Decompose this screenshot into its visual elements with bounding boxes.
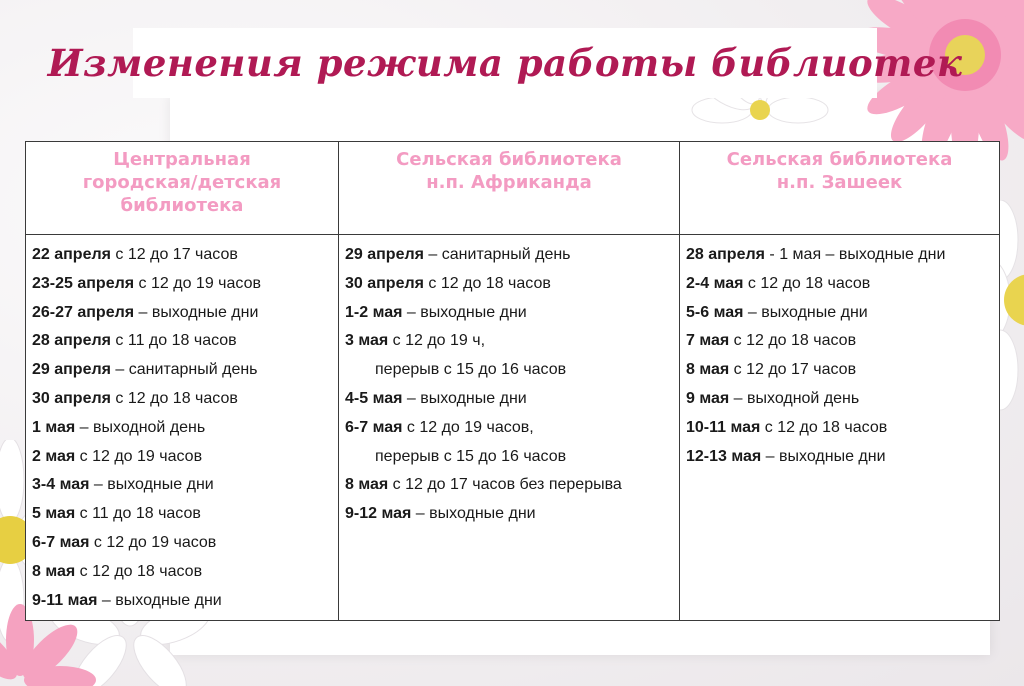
entry-text: с 12 до 19 часов, <box>402 418 534 436</box>
entry-date: 30 апреля <box>345 274 424 292</box>
entry-text: с 12 до 17 часов <box>110 246 238 263</box>
entry-text: – санитарный день <box>423 246 571 263</box>
entry-date: 4-5 мая <box>345 389 403 407</box>
schedule-entry-continuation <box>345 443 673 472</box>
table-row <box>26 235 1000 621</box>
entry-date: 6-7 мая <box>32 533 90 551</box>
entry-date: 8 мая <box>686 361 730 379</box>
entry-date: 5 мая <box>32 505 76 523</box>
entry-text: с 12 до 18 часов <box>729 332 857 350</box>
schedule-entry <box>686 385 993 414</box>
schedule-entry <box>345 327 673 356</box>
entry-date: 22 апреля <box>32 246 111 263</box>
entry-date: 12-13 мая <box>686 447 762 465</box>
entry-text: – выходные дни <box>134 303 259 321</box>
entry-text: – выходные дни <box>89 476 214 494</box>
entry-text: – выходной день <box>729 389 860 407</box>
entry-text: с 12 до 17 часов без перерыва <box>388 476 622 494</box>
schedule-table <box>25 141 1000 621</box>
entry-date: 8 мая <box>32 562 76 580</box>
entry-date: 5-6 мая <box>686 303 744 321</box>
entry-date: 1 мая <box>32 418 76 436</box>
schedule-entry <box>32 356 332 385</box>
schedule-entry <box>686 356 993 385</box>
column-header: Сельская библиотека н.п. Африканда <box>339 142 680 235</box>
entry-text: с 12 до 19 часов <box>75 447 203 465</box>
entry-text: – выходные дни <box>402 389 527 407</box>
entry-text: – выходные дни <box>743 303 868 321</box>
entry-date: 26-27 апреля <box>32 303 135 321</box>
entry-date: 8 мая <box>345 476 389 494</box>
schedule-entry <box>345 299 673 328</box>
schedule-entry <box>686 270 993 299</box>
entry-date: 10-11 мая <box>686 418 761 436</box>
schedule-entry <box>345 500 673 529</box>
entry-text: с 12 до 19 часов <box>134 274 261 292</box>
entry-text: – выходные дни <box>761 447 886 465</box>
schedule-entry-continuation <box>345 356 673 385</box>
entry-date: 9-11 мая <box>32 591 98 609</box>
schedule-cell-central <box>26 235 339 621</box>
schedule-entry <box>686 299 993 328</box>
title-banner <box>47 28 963 98</box>
column-header: Сельская библиотека н.п. Зашеек <box>680 142 1000 235</box>
entry-date: 7 мая <box>686 332 730 350</box>
entry-text: с 12 до 17 часов <box>729 361 857 379</box>
schedule-entry <box>686 443 993 472</box>
entry-date: 23-25 апреля <box>32 274 135 292</box>
entry-text: с 12 до 18 часов <box>75 562 203 580</box>
entry-text: – выходные дни <box>411 505 536 523</box>
entry-date: 2 мая <box>32 447 76 465</box>
entry-date: 2-4 мая <box>686 274 744 292</box>
page-title: Изменения режима работы библиотек <box>47 41 963 85</box>
schedule-entry <box>686 327 993 356</box>
schedule-entry <box>32 471 332 500</box>
entry-text: с 11 до 18 часов <box>75 505 201 523</box>
table-header-row <box>26 142 1000 235</box>
entry-date: 28 апреля <box>32 332 111 350</box>
schedule-entry <box>32 587 332 616</box>
entry-date: 1-2 мая <box>345 303 403 321</box>
entry-date: 9 мая <box>686 389 730 407</box>
entry-text: с 12 до 18 часов <box>743 274 871 292</box>
schedule-entry <box>32 385 332 414</box>
entry-date: 9-12 мая <box>345 505 412 523</box>
schedule-entry <box>686 241 993 270</box>
entry-date: 29 апреля <box>345 246 424 263</box>
entry-text: перерыв с 15 до 16 часов <box>375 361 567 379</box>
schedule-entry <box>32 327 332 356</box>
schedule-entry <box>32 558 332 587</box>
entry-date: 28 апреля <box>686 246 765 263</box>
entry-text: перерыв с 15 до 16 часов <box>375 447 567 465</box>
schedule-cell-afrikanda <box>339 235 680 621</box>
entry-date: 3-4 мая <box>32 476 90 494</box>
entry-date: 30 апреля <box>32 389 111 407</box>
entry-date: 6-7 мая <box>345 418 403 436</box>
column-header: Центральная городская/детская библиотека <box>26 142 339 235</box>
entry-text: с 12 до 18 часов <box>423 274 551 292</box>
schedule-entry <box>345 385 673 414</box>
schedule-entry <box>32 299 332 328</box>
entry-text: с 12 до 19 часов <box>89 533 217 551</box>
schedule-entry <box>32 529 332 558</box>
schedule-entry <box>345 241 673 270</box>
entry-date: 29 апреля <box>32 361 111 379</box>
schedule-cell-zasheek <box>680 235 1000 621</box>
entry-text: с 11 до 18 часов <box>110 332 237 350</box>
entry-text: с 12 до 18 часов <box>760 418 888 436</box>
entry-text: - 1 мая – выходные дни <box>764 246 946 263</box>
schedule-entry <box>345 471 673 500</box>
schedule-entry <box>32 414 332 443</box>
schedule-entry <box>345 414 673 443</box>
schedule-entry <box>32 443 332 472</box>
entry-date: 3 мая <box>345 332 389 350</box>
entry-text: – выходной день <box>75 418 206 436</box>
entry-text: – выходные дни <box>402 303 527 321</box>
entry-text: – санитарный день <box>110 361 258 379</box>
schedule-entry <box>32 500 332 529</box>
entry-text: с 12 до 18 часов <box>110 389 238 407</box>
schedule-entry <box>686 414 993 443</box>
entry-text: – выходные дни <box>97 591 222 609</box>
schedule-entry <box>32 270 332 299</box>
schedule-entry <box>32 241 332 270</box>
schedule-entry <box>345 270 673 299</box>
entry-text: с 12 до 19 ч, <box>388 332 486 350</box>
